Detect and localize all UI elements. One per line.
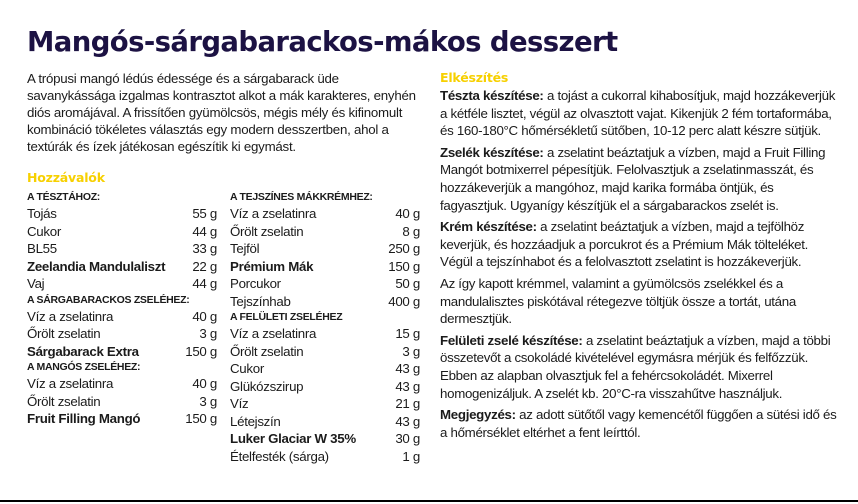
ingredient-row [230,325,420,343]
ingredient-row [230,205,420,223]
bottom-divider [0,500,858,502]
step-text: Az így kapott krémmel, valamint a gyümölcsös zselékkel és a mandulalisztes piskótával rétegezve töltjük össze a tortát, utána dermesztjük. [440,275,796,327]
ingredient-name: Őrölt zselatin [27,326,101,341]
step-text: a zselatint beáztatjuk a vízben, majd a tejfölhöz keverjük, és hozzáadjuk a porcukrot és a Prémium Mák tölteléket. Végül a tejszínhabot és a felolvasztott zselatint is hozzákeverjük. [440,219,809,270]
ingredient-quantity: 21 g [395,396,420,411]
ingredient-name: Fruit Filling Mangó [27,411,141,426]
ingredient-quantity: 400 g [388,293,420,309]
preparation-step [440,275,840,328]
ingredient-row [230,223,420,241]
ingredient-row [230,360,420,378]
ingredient-name: Vaj [27,276,45,291]
ingredient-name: Víz a zselatinra [230,326,317,341]
ingredient-row [27,223,217,241]
ingredient-name: Víz a zselatinra [27,376,114,391]
ingredient-quantity: 1 g [402,448,420,464]
step-label: Zselék készítése: [440,144,544,160]
ingredients-column-right [230,190,420,465]
ingredient-row [27,240,217,258]
ingredient-quantity: 15 g [395,326,420,341]
ingredient-quantity: 150 g [185,411,217,426]
ingredient-row [27,393,217,411]
ingredient-name: Tejföl [230,241,260,256]
ingredient-quantity: 43 g [395,361,420,376]
preparation-step [440,144,840,214]
step-text: a zselatint beáztatjuk a vízben, majd a Fruit Filling Mangót botmixerrel pépesítjük. Felolvasztjuk a zselatinmasszát, és hozzákeverjük a mangóhoz, majd karika formába öntjük, és fagyasztjuk. Ugyanígy készítjük el a sárgabarackos zselét is. [440,144,826,213]
ingredient-name: Víz a zselatinra [230,206,317,221]
ingredient-quantity: 3 g [199,393,217,409]
ingredient-name: Víz [230,396,249,411]
ingredient-quantity: 8 g [402,223,420,239]
ingredients-column-left [27,190,217,428]
ingredient-quantity: 40 g [395,206,420,221]
ingredient-quantity: 3 g [199,326,217,341]
ingredient-quantity: 50 g [395,276,420,291]
ingredient-quantity: 3 g [402,343,420,359]
ingredient-row [230,258,420,276]
ingredient-name: Tejszínhab [230,293,291,309]
ingredient-quantity: 33 g [192,241,217,256]
ingredient-row [27,308,217,326]
ingredient-name: Glükózszirup [230,378,304,394]
preparation-step [440,332,840,402]
ingredient-row [230,293,420,311]
ingredient-name: Tojás [27,206,57,221]
ingredient-row [27,275,217,293]
ingredient-quantity: 44 g [192,223,217,239]
ingredient-row [27,258,217,276]
ingredient-name: Cukor [27,223,61,239]
ingredients-heading: Hozzávalók [27,170,105,185]
ingredient-quantity: 43 g [395,413,420,429]
ingredient-quantity: 22 g [192,258,217,274]
preparation-section [440,70,840,445]
ingredient-row [27,343,217,361]
ingredient-name: Őrölt zselatin [27,393,101,409]
ingredient-name: Őrölt zselatin [230,343,304,359]
ingredient-group-title: A TÉSZTÁHOZ: [27,191,101,203]
ingredient-quantity: 40 g [192,308,217,324]
step-text: a tojást a cukorral kihabosítjuk, majd hozzákeverjük a kétféle lisztet, végül az olvasztott vajat. Kikenjük 2 fém tortaformába, és 160-180°C hőmérsékletű sütőben, 10-12 perc alatt készre sütjük. [440,88,836,139]
step-text: az adott sütőtől vagy kemencétől függően a sütési idő és a hőmérséklet eltérhet a fent leírttól. [440,407,837,440]
ingredient-name: Őrölt zselatin [230,223,304,239]
ingredient-row [230,448,420,466]
ingredient-quantity: 30 g [395,431,420,446]
ingredient-row [230,395,420,413]
ingredient-quantity: 55 g [192,206,217,221]
ingredient-row [230,430,420,448]
ingredient-name: Zeelandia Mandulaliszt [27,258,166,274]
ingredient-group-title: A SÁRGABARACKOS ZSELÉHEZ: [27,293,190,306]
ingredient-row [27,375,217,393]
ingredient-quantity: 150 g [388,258,420,274]
ingredient-row [27,325,217,343]
ingredient-quantity: 250 g [388,241,420,256]
step-text: a zselatint beáztatjuk a vízben, majd a többi összetevőt a csokoládé kivételével egymásra mérjük és felfőzzük. Ebben az alapban olvasztjuk fel a fehércsokoládét. Mixerrel homogenizáljuk. A zselét kb. 20°C-ra visszahűtve használjuk. [440,332,831,401]
preparation-step [440,87,840,140]
ingredient-name: Víz a zselatinra [27,308,114,324]
ingredient-quantity: 150 g [185,343,217,359]
preparation-step [440,218,840,271]
ingredient-row [230,378,420,396]
ingredient-group-title: A TEJSZÍNES MÁKKRÉMHEZ: [230,191,373,203]
ingredient-name: Létejszín [230,413,281,429]
ingredient-name: Ételfesték (sárga) [230,448,329,464]
ingredient-name: BL55 [27,241,57,256]
ingredient-row [230,275,420,293]
ingredient-name: Sárgabarack Extra [27,343,139,359]
ingredient-row [230,240,420,258]
ingredient-name: Porcukor [230,276,281,291]
intro-paragraph [27,70,427,155]
ingredient-row [230,413,420,431]
recipe-title: Mangós-sárgabarackos-mákos desszert [27,26,618,58]
ingredient-row [230,343,420,361]
ingredient-quantity: 43 g [395,378,420,394]
ingredient-group-title: A FELÜLETI ZSELÉHEZ [230,311,343,323]
intro-text: A trópusi mangó lédús édessége és a sárgabarack üde savanykássága izgalmas kontrasztot alkot a mák karakteres, enyhén diós aromájával. A frissítően gyümölcsös, mégis mély és kifinomult kombináció tökéletes választás egy modern desszertben, ahol a textúrák és ízek játékosan egészítik ki egymást. [27,71,416,154]
ingredient-row [27,410,217,428]
step-label: Tészta készítése: [440,88,544,103]
ingredient-name: Cukor [230,361,264,376]
ingredient-group-title: A MANGÓS ZSELÉHEZ: [27,361,141,373]
ingredient-name: Prémium Mák [230,258,314,274]
ingredient-row [27,205,217,223]
ingredient-quantity: 44 g [192,276,217,291]
ingredient-name: Luker Glaciar W 35% [230,431,356,446]
step-label: Felületi zselé készítése: [440,332,583,348]
preparation-heading: Elkészítés [440,70,509,85]
step-label: Krém készítése: [440,219,537,235]
preparation-steps [440,87,840,441]
ingredient-quantity: 40 g [192,376,217,391]
step-label: Megjegyzés: [440,407,516,423]
preparation-step [440,406,840,441]
